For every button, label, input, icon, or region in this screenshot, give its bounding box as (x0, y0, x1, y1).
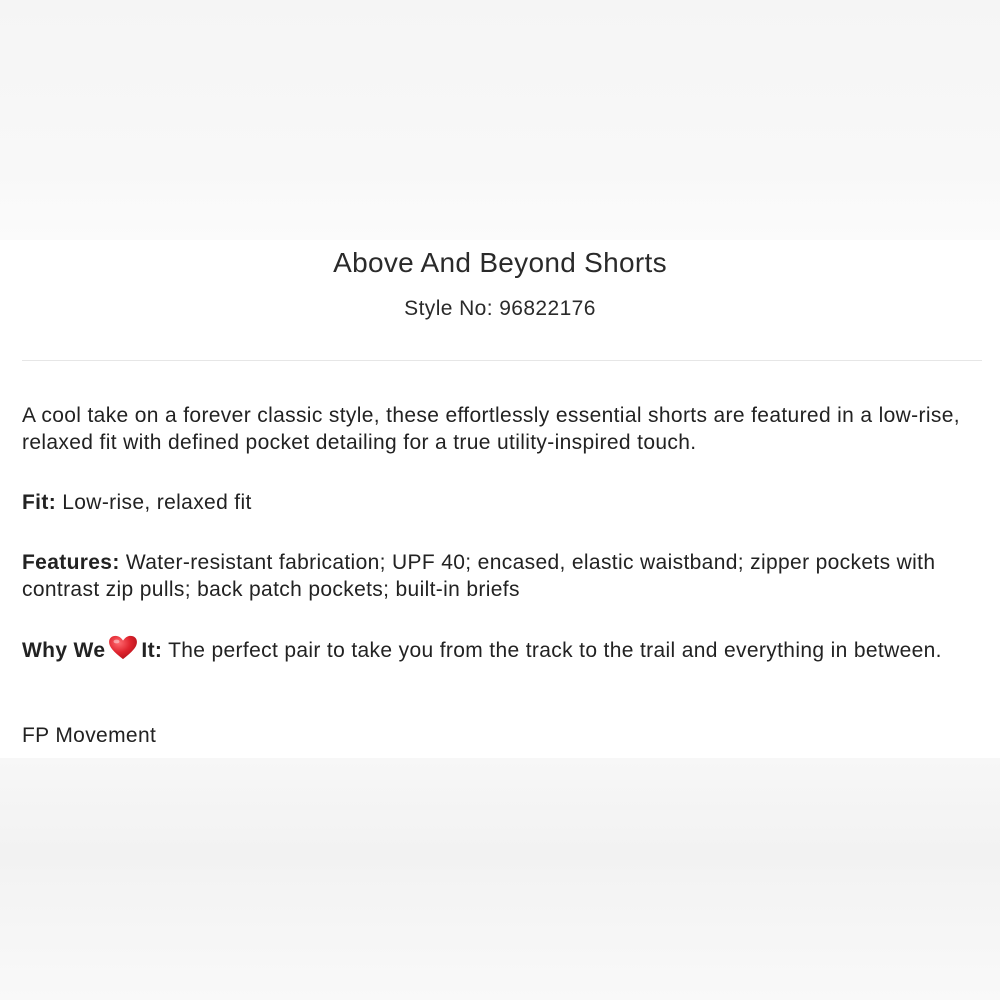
divider (22, 360, 982, 361)
why-value: The perfect pair to take you from the track to the trail and everything in between. (168, 639, 942, 662)
background-bottom (0, 758, 1000, 1000)
features-label: Features: (22, 551, 120, 574)
fit-label: Fit: (22, 491, 57, 514)
product-description: A cool take on a forever classic style, these effortlessly essential shorts are featured in a low-rise, relaxed fit with defined pocket detailing for a true utility-inspired touch. (22, 404, 960, 454)
brand-name: FP Movement (22, 724, 157, 747)
features-value: Water-resistant fabrication; UPF 40; encased, elastic waistband; zipper pockets with contrast zip pulls; back patch pockets; built-in briefs (22, 551, 936, 601)
heart-icon (107, 635, 139, 661)
why-label-post: It: (141, 639, 163, 662)
why-we-love-it-row (22, 635, 982, 664)
fit-value: Low-rise, relaxed fit (62, 491, 252, 514)
why-label-pre: Why We (22, 639, 106, 662)
style-number: Style No: 96822176 (404, 297, 596, 320)
product-title: Above And Beyond Shorts (333, 247, 667, 278)
fit-row (22, 489, 982, 516)
features-row (22, 549, 982, 603)
background-top (0, 0, 1000, 240)
